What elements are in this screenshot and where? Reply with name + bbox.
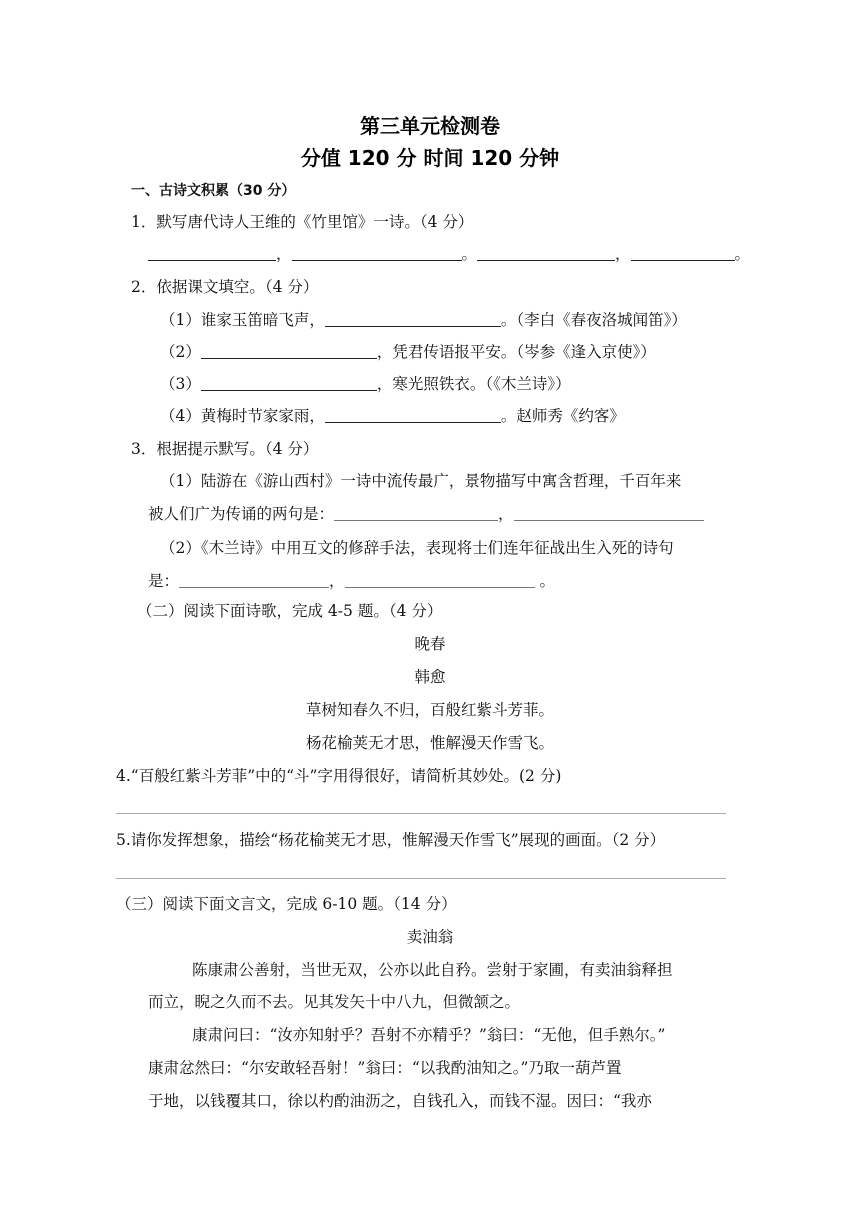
answer-blank[interactable] xyxy=(325,309,501,327)
paragraph-line: 而立，睨之久而不去。见其发矢十中八九，但微颔之。 xyxy=(148,993,521,1011)
answer-blank[interactable] xyxy=(148,243,276,261)
poem-title: 晚春 xyxy=(414,635,446,653)
q2-item-prefix: （3） xyxy=(160,375,201,393)
q2-item-suffix: ，凭君传语报平安。（岑参《逢入京使》） xyxy=(376,343,656,361)
answer-blank[interactable] xyxy=(201,373,377,391)
q2-item-suffix: 。赵师秀《约客》 xyxy=(500,407,625,425)
answer-blank[interactable] xyxy=(334,503,498,521)
q2-item-2 xyxy=(160,341,656,363)
question-2: 2．依据课文填空。（4 分） xyxy=(131,278,319,296)
q2-item-suffix: 。（李白《春夜洛城闻笛》） xyxy=(500,311,687,329)
question-5: 5.请你发挥想象，描绘“杨花榆荚无才思，惟解漫天作雪飞”展现的画面。（2 分） xyxy=(116,831,666,849)
section2-heading: （二）阅读下面诗歌，完成 4-5 题。（4 分） xyxy=(137,602,443,620)
answer-line[interactable] xyxy=(116,878,726,879)
poem-line: 草树知春久不归，百般红紫斗芳菲。 xyxy=(305,701,554,719)
answer-blank[interactable] xyxy=(179,570,329,588)
q2-item-prefix: （1）谁家玉笛暗飞声， xyxy=(160,311,325,329)
q2-item-3 xyxy=(160,373,571,395)
paragraph-line: 陈康肃公善射，当世无双，公亦以此自矜。尝射于家圃，有卖油翁释担 xyxy=(192,961,673,979)
q3-2-line2 xyxy=(148,570,555,592)
question-4: 4.“百般红紫斗芳菲”中的“斗”字用得很好，请简析其妙处。(2 分) xyxy=(116,767,562,785)
q2-item-1 xyxy=(160,309,687,331)
answer-blank[interactable] xyxy=(325,405,501,423)
punct: 。 xyxy=(461,245,478,263)
answer-blank[interactable] xyxy=(292,243,462,261)
text-title: 卖油翁 xyxy=(406,928,454,946)
paragraph-line: 于地，以钱覆其口，徐以杓酌油沥之，自钱孔入，而钱不湿。因曰：“我亦 xyxy=(148,1092,652,1110)
answer-blank[interactable] xyxy=(345,570,535,588)
paragraph-line: 康肃忿然曰：“尔安敢轻吾射！”翁曰：“以我酌油知之。”乃取一葫芦置 xyxy=(148,1059,622,1077)
section3-heading: （三）阅读下面文言文，完成 6-10 题。（14 分） xyxy=(116,895,457,913)
question-3: 3．根据提示默写。（4 分） xyxy=(131,440,319,458)
question-1: 1．默写唐代诗人王维的《竹里馆》一诗。（4 分） xyxy=(131,213,474,231)
q3-1-prompt: 被人们广为传诵的两句是： xyxy=(148,505,335,523)
q2-item-prefix: （2） xyxy=(160,343,201,361)
paragraph-line: 康肃问曰：“汝亦知射乎？吾射不亦精乎？”翁曰：“无他，但手熟尔。” xyxy=(192,1026,666,1044)
section1-heading: 一、古诗文积累（30 分） xyxy=(131,183,296,199)
q1-answer-row xyxy=(148,243,750,265)
answer-blank[interactable] xyxy=(201,341,377,359)
q3-1-line1: （1）陆游在《游山西村》一诗中流传最广，景物描写中寓含哲理，千百年来 xyxy=(160,472,682,490)
exam-title: 第三单元检测卷 xyxy=(360,114,500,138)
q2-item-4 xyxy=(160,405,625,427)
poem-author: 韩愈 xyxy=(414,668,446,686)
q3-2-prompt: 是： xyxy=(148,572,180,590)
punct: 。 xyxy=(534,572,555,590)
poem-line: 杨花榆荚无才思，惟解漫天作雪飞。 xyxy=(305,734,554,752)
punct: ， xyxy=(498,505,514,523)
punct: ， xyxy=(615,245,631,263)
q2-item-prefix: （4）黄梅时节家家雨， xyxy=(160,407,325,425)
exam-subtitle: 分值 120 分 时间 120 分钟 xyxy=(300,146,560,170)
q3-1-line2 xyxy=(148,503,704,525)
punct: ， xyxy=(276,245,292,263)
answer-blank[interactable] xyxy=(477,243,615,261)
punct: ， xyxy=(329,572,345,590)
answer-line[interactable] xyxy=(116,813,726,814)
answer-blank[interactable] xyxy=(631,243,735,261)
punct: 。 xyxy=(734,245,751,263)
answer-blank[interactable] xyxy=(514,503,704,521)
q3-2-line1: （2）《木兰诗》中用互文的修辞手法，表现将士们连年征战出生入死的诗句 xyxy=(160,539,674,557)
q2-item-suffix: ，寒光照铁衣。（《木兰诗》） xyxy=(376,375,571,393)
